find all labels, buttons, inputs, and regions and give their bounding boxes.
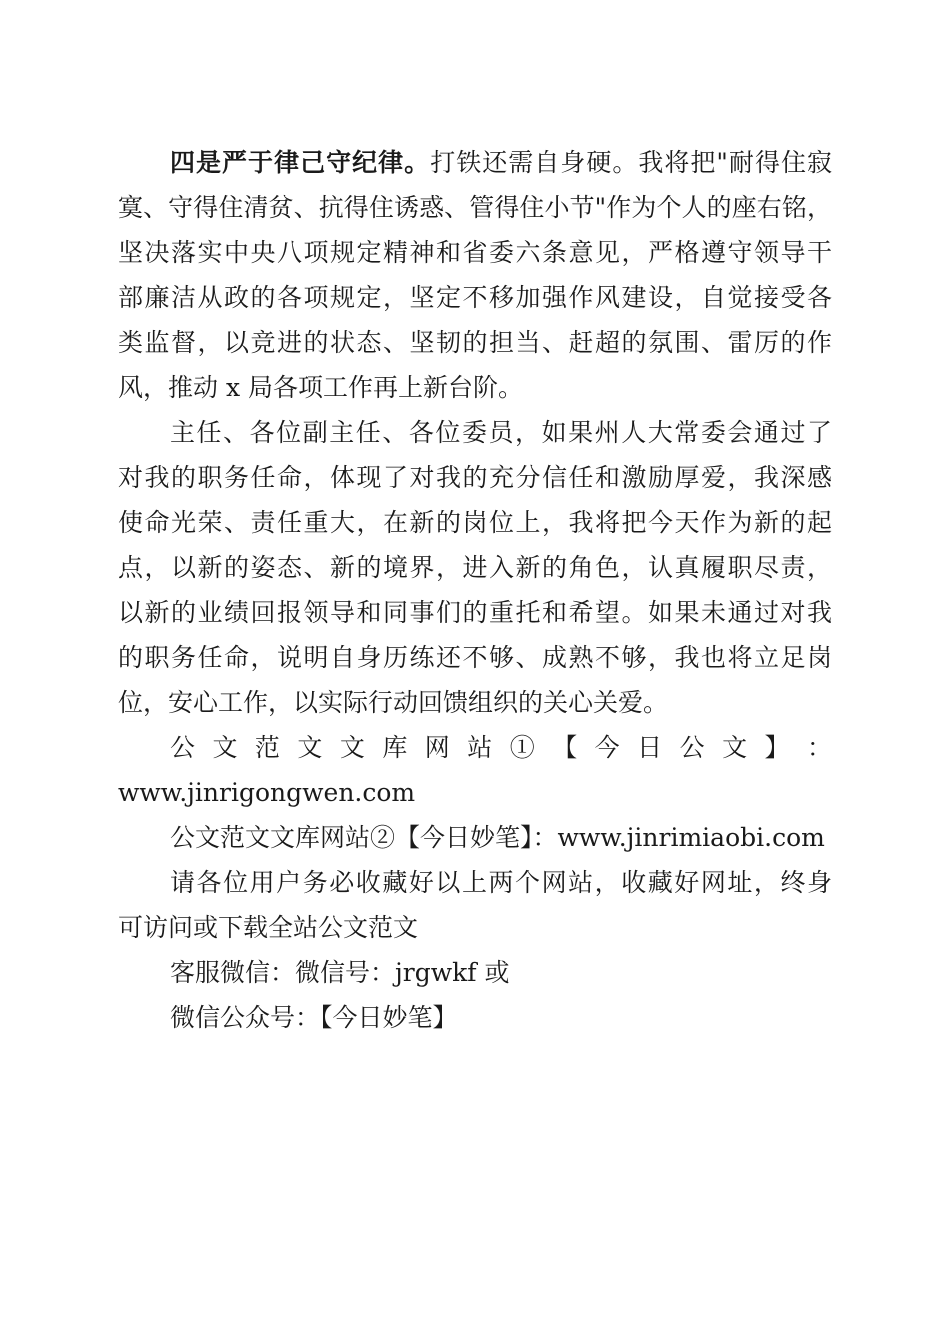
paragraph-5-line-6: 的职务任命，说明自身历练还不够、成熟不够，我也将立足岗 xyxy=(118,643,832,672)
site2-line: 公文范文文库网站②【今日妙笔】：www.jinrimiaobi.com xyxy=(170,823,825,852)
site1-label: 公 文 范 文 文 库 网 站 ① 【 今 日 公 文 】 ： xyxy=(170,733,833,762)
paragraph-4-line-1 xyxy=(118,140,832,185)
paragraph-5-line-3: 使命光荣、责任重大，在新的岗位上，我将把今天作为新的起 xyxy=(118,508,832,537)
paragraph-4-line-6: 风，推动 x 局各项工作再上新台阶。 xyxy=(118,373,523,402)
document-page xyxy=(118,140,832,1040)
customer-service: 客服微信：微信号：jrgwkf 或 xyxy=(170,958,510,987)
paragraph-5-line-2: 对我的职务任命，体现了对我的充分信任和激励厚爱，我深感 xyxy=(118,463,832,492)
paragraph-4-lead: 四是严于律己守纪律。 xyxy=(170,148,431,177)
notice-line-1: 请各位用户务必收藏好以上两个网站，收藏好网址，终身 xyxy=(170,868,832,897)
paragraph-4-line-3: 坚决落实中央八项规定精神和省委六条意见，严格遵守领导干 xyxy=(118,238,832,267)
paragraph-5-line-4: 点，以新的姿态、新的境界，进入新的角色，认真履职尽责， xyxy=(118,553,832,582)
paragraph-5-line-1: 主任、各位副主任、各位委员，如果州人大常委会通过了 xyxy=(170,418,832,447)
official-account: 微信公众号：【今日妙笔】 xyxy=(170,1003,458,1032)
paragraph-4-line-5: 类监督，以竞进的状态、坚韧的担当、赶超的氛围、雷厉的作 xyxy=(118,328,832,357)
paragraph-5-line-7: 位，安心工作，以实际行动回馈组织的关心关爱。 xyxy=(118,688,669,717)
notice-line-2: 可访问或下载全站公文范文 xyxy=(118,913,419,942)
site1-url[interactable]: www.jinrigongwen.com xyxy=(118,778,416,807)
paragraph-4-line-2: 寞、守得住清贫、抗得住诱惑、管得住小节"作为个人的座右铭， xyxy=(118,193,832,222)
paragraph-4-text: 打铁还需自身硬。我将把"耐得住寂 xyxy=(430,148,832,177)
paragraph-4-line-4: 部廉洁从政的各项规定，坚定不移加强作风建设，自觉接受各 xyxy=(118,283,832,312)
paragraph-5-line-5: 以新的业绩回报领导和同事们的重托和希望。如果未通过对我 xyxy=(118,598,832,627)
